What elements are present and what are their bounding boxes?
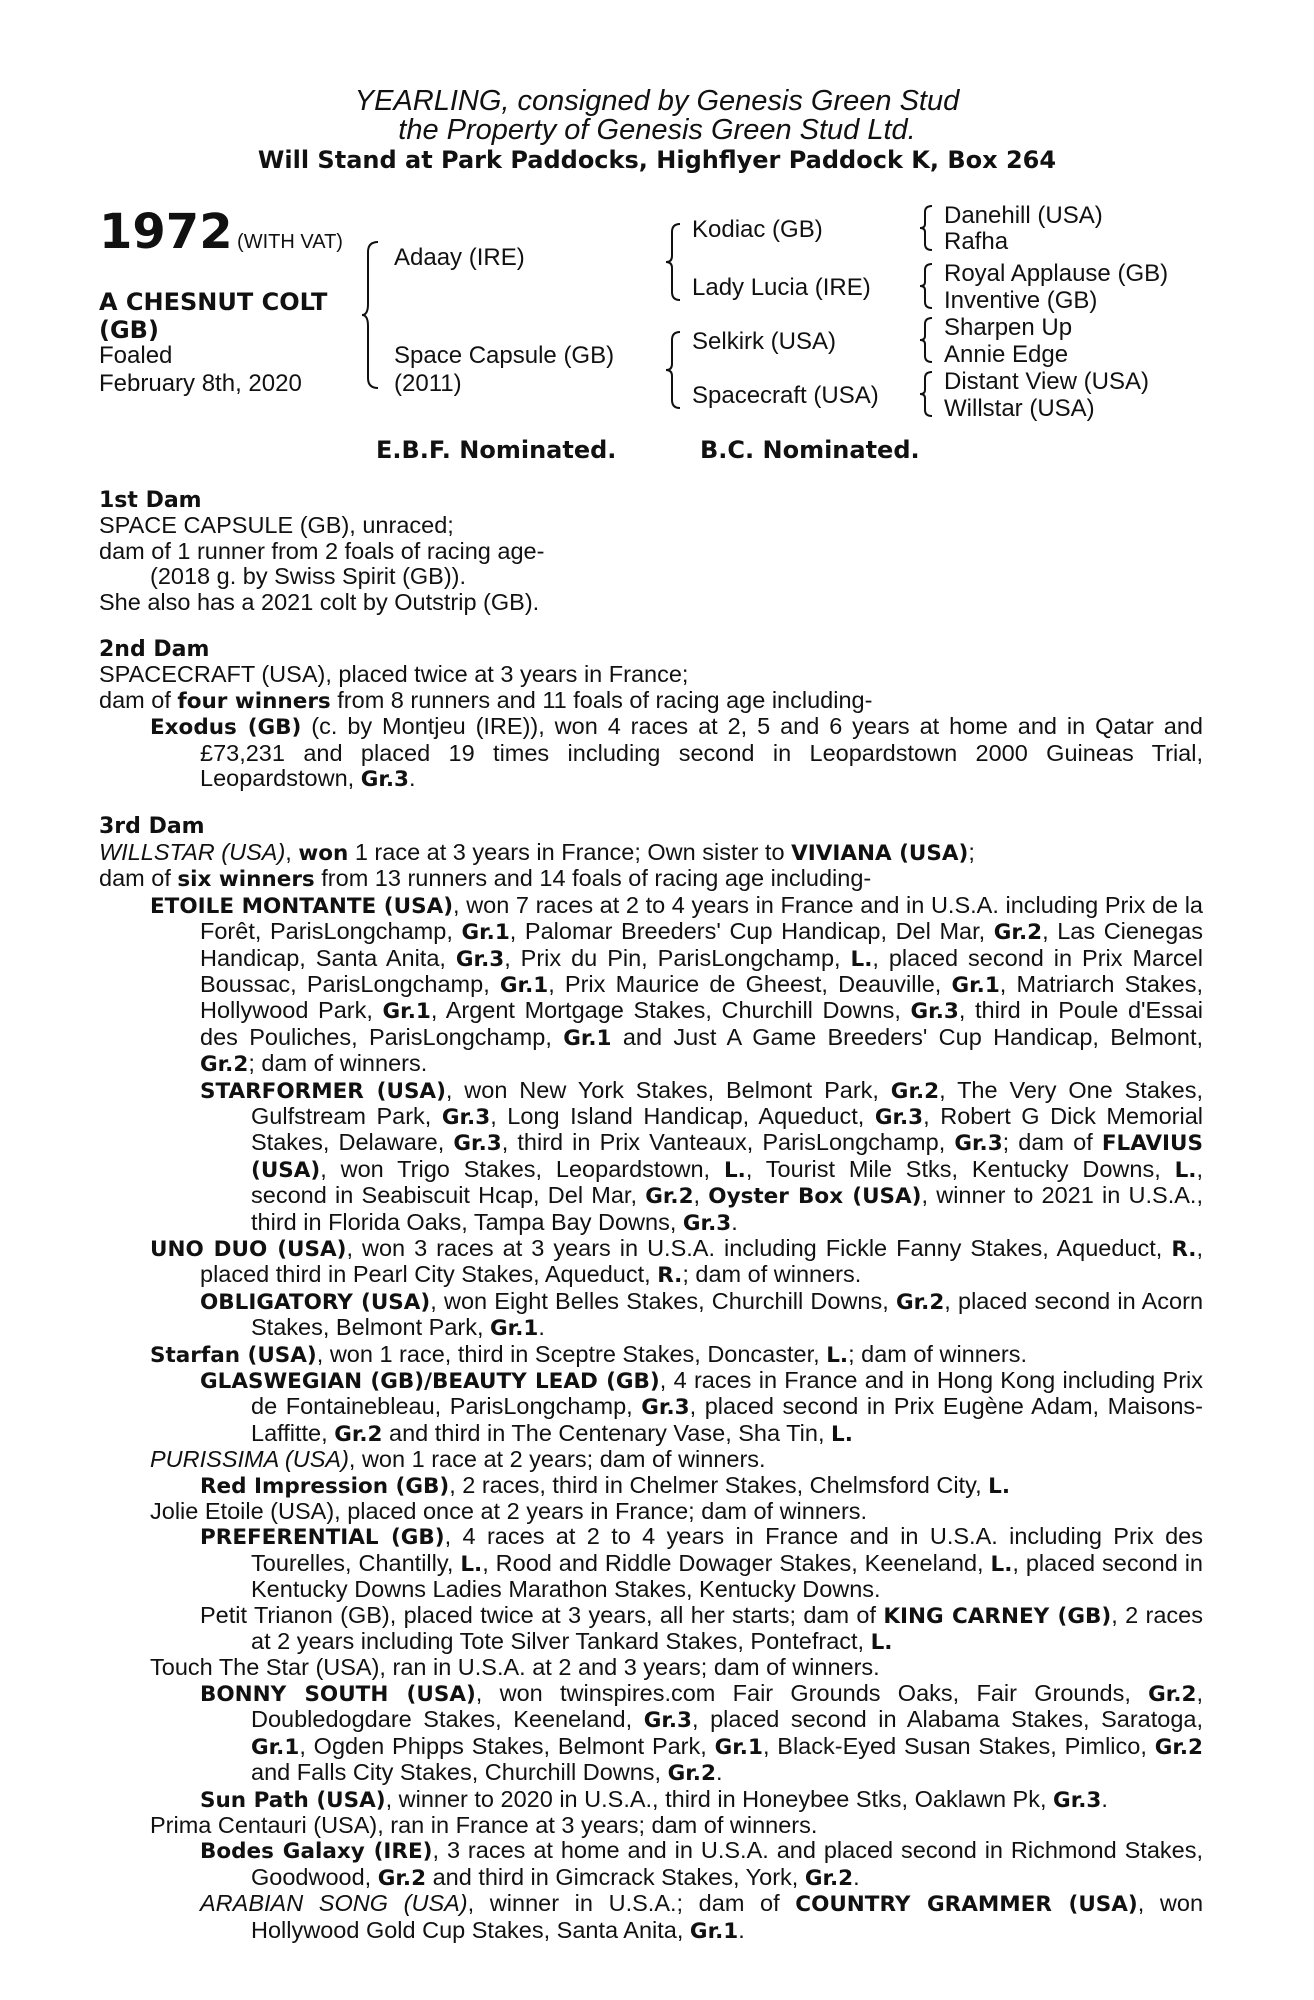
produce-petit-trianon: Petit Trianon (GB), placed twice at 3 years, all her starts; dam of KING CARNEY (GB), 2 races at 2 years including Tote Silver Tankard Stakes, Pontefract, L. bbox=[200, 1601, 1203, 1656]
produce-obligatory: OBLIGATORY (USA), won Eight Belles Stakes, Churchill Downs, Gr.2, placed second in Acorn Stakes, Belmont Park, Gr.1. bbox=[200, 1287, 1204, 1342]
third-dam-line: dam of six winners from 13 runners and 14 foals of racing age including- bbox=[99, 865, 872, 893]
first-dam-line: She also has a 2021 colt by Outstrip (GB). bbox=[99, 588, 540, 615]
produce-uno-duo: UNO DUO (USA), won 3 races at 3 years in U.S.A. including Fickle Fanny Stakes, Aqueduct, R., placed third in Pearl City Stakes, Aqueduct, R.; dam of winners. bbox=[150, 1234, 1203, 1289]
produce-preferential: PREFERENTIAL (GB), 4 races at 2 to 4 years in France and in U.S.A. including Prix des Tourelles, Chantilly, L., Rood and Riddle Dowager Stakes, Keeneland, L., placed second in Kentucky Downs Ladies Marathon Stakes, Kentucky Downs. bbox=[200, 1523, 1203, 1603]
lot-description: A CHESNUT COLT bbox=[99, 288, 328, 316]
pedigree-g7: Distant View (USA) bbox=[944, 368, 1149, 395]
first-dam-line: dam of 1 runner from 2 foals of racing age- bbox=[99, 537, 545, 564]
pedigree-dam-year: (2011) bbox=[394, 370, 462, 397]
pedigree-sire: Adaay (IRE) bbox=[394, 244, 525, 271]
foaled-date: February 8th, 2020 bbox=[99, 370, 302, 397]
lot-country: (GB) bbox=[99, 316, 159, 344]
first-dam-line: (2018 g. by Swiss Spirit (GB)). bbox=[150, 563, 467, 590]
pedigree-g2: Rafha bbox=[944, 228, 1009, 255]
pedigree-brace-sire bbox=[664, 222, 684, 302]
pedigree-g1: Danehill (USA) bbox=[944, 202, 1103, 229]
pedigree-sire-dam: Lady Lucia (IRE) bbox=[692, 274, 871, 301]
pedigree-brace-main bbox=[360, 240, 382, 390]
lot-number: 1972 bbox=[99, 204, 233, 260]
vat-note: (WITH VAT) bbox=[237, 231, 343, 253]
produce-jolie-etoile: Jolie Etoile (USA), placed once at 2 years in France; dam of winners. bbox=[150, 1498, 868, 1525]
property-line: the Property of Genesis Green Stud Ltd. bbox=[398, 114, 916, 146]
pedigree-brace-g4 bbox=[918, 370, 936, 418]
pedigree-dam: Space Capsule (GB) bbox=[394, 342, 615, 369]
second-dam-line: dam of four winners from 8 runners and 11 foals of racing age including- bbox=[99, 686, 873, 714]
produce-purissima: PURISSIMA (USA), won 1 race at 2 years; dam of winners. bbox=[150, 1446, 766, 1473]
third-dam-heading: 3rd Dam bbox=[99, 814, 205, 840]
consignor-line: YEARLING, consigned by Genesis Green Stud bbox=[354, 85, 960, 117]
produce-sun-path: Sun Path (USA), winner to 2020 in U.S.A., third in Honeybee Stks, Oaklawn Pk, Gr.3. bbox=[200, 1785, 1108, 1813]
produce-etoile-montante: ETOILE MONTANTE (USA), won 7 races at 2 to 4 years in France and in U.S.A. including Prix de la Forêt, ParisLongchamp, Gr.1, Palomar Breeders' Cup Handicap, Del Mar, Gr.2, Las Cienegas Handicap, Santa Anita, Gr.3, Prix du Pin, ParisLongchamp, L., placed second in Prix Marcel Boussac, ParisLongchamp, Gr.1, Prix Maurice de Gheest, Deauville, Gr.1, Matriarch Stakes, Hollywood Park, Gr.1, Argent Mortgage Stakes, Churchill Downs, Gr.3, third in Poule d'Essai des Pouliches, ParisLongchamp, Gr.1 and Just A Game Breeders' Cup Handicap, Belmont, Gr.2; dam of winners. bbox=[150, 891, 1203, 1078]
second-dam-produce: Exodus (GB) (c. by Montjeu (IRE)), won 4 races at 2, 5 and 6 years at home and in Qatar and £73,231 and placed 19 times including second in Leopardstown 2000 Guineas Trial, Leopardstown, Gr.3. bbox=[150, 713, 1204, 793]
pedigree-brace-g1 bbox=[918, 204, 936, 252]
first-dam-line: SPACE CAPSULE (GB), unraced; bbox=[99, 512, 454, 539]
produce-starfan: Starfan (USA), won 1 race, third in Sceptre Stakes, Doncaster, L.; dam of winners. bbox=[150, 1340, 1027, 1368]
location-line: Will Stand at Park Paddocks, Highflyer Paddock K, Box 264 bbox=[257, 146, 1057, 174]
produce-bonny-south: BONNY SOUTH (USA), won twinspires.com Fair Grounds Oaks, Fair Grounds, Gr.2, Doubledogdare Stakes, Keeneland, Gr.3, placed second in Alabama Stakes, Saratoga, Gr.1, Ogden Phipps Stakes, Belmont Park, Gr.1, Black-Eyed Susan Stakes, Pimlico, Gr.2 and Falls City Stakes, Churchill Downs, Gr.2. bbox=[200, 1679, 1204, 1787]
pedigree-dam-sire: Selkirk (USA) bbox=[692, 328, 837, 355]
dam-records bbox=[99, 488, 1203, 1944]
pedigree-g4: Inventive (GB) bbox=[944, 287, 1098, 314]
pedigree-g6: Annie Edge bbox=[944, 341, 1069, 368]
pedigree-sire-sire: Kodiac (GB) bbox=[692, 216, 823, 243]
foaled-label: Foaled bbox=[99, 342, 173, 369]
third-dam-line: WILLSTAR (USA), won 1 race at 3 years in France; Own sister to VIVIANA (USA); bbox=[99, 838, 975, 866]
pedigree-g5: Sharpen Up bbox=[944, 314, 1073, 341]
pedigree-dam-dam: Spacecraft (USA) bbox=[692, 382, 879, 409]
produce-bodes-galaxy: Bodes Galaxy (IRE), 3 races at home and in U.S.A. and placed second in Richmond Stakes, Goodwood, Gr.2 and third in Gimcrack Stakes, York, Gr.2. bbox=[200, 1837, 1203, 1891]
first-dam-heading: 1st Dam bbox=[99, 488, 202, 513]
produce-red-impression: Red Impression (GB), 2 races, third in Chelmer Stakes, Chelmsford City, L. bbox=[200, 1471, 1011, 1499]
produce-touch-the-star: Touch The Star (USA), ran in U.S.A. at 2 and 3 years; dam of winners. bbox=[150, 1654, 880, 1681]
pedigree-brace-g2 bbox=[918, 262, 936, 310]
ebf-nomination: E.B.F. Nominated. bbox=[376, 436, 617, 464]
produce-starformer: STARFORMER (USA), won New York Stakes, Belmont Park, Gr.2, The Very One Stakes, Gulfstream Park, Gr.3, Long Island Handicap, Aqueduct, Gr.3, Robert G Dick Memorial Stakes, Delaware, Gr.3, third in Prix Vanteaux, ParisLongchamp, Gr.3; dam of FLAVIUS (USA), won Trigo Stakes, Leopardstown, L., Tourist Mile Stks, Kentucky Downs, L., second in Seabiscuit Hcap, Del Mar, Gr.2, Oyster Box (USA), winner to 2021 in U.S.A., third in Florida Oaks, Tampa Bay Downs, Gr.3. bbox=[200, 1076, 1204, 1236]
bc-nomination: B.C. Nominated. bbox=[700, 436, 920, 464]
pedigree-brace-g3 bbox=[918, 316, 936, 364]
second-dam-heading: 2nd Dam bbox=[99, 637, 210, 663]
produce-glaswegian: GLASWEGIAN (GB)/BEAUTY LEAD (GB), 4 races in France and in Hong Kong including Prix de Fontainebleau, ParisLongchamp, Gr.3, placed second in Prix Eugène Adam, Maisons-Laffitte, Gr.2 and third in The Centenary Vase, Sha Tin, L. bbox=[200, 1367, 1204, 1447]
second-dam-line: SPACECRAFT (USA), placed twice at 3 years in France; bbox=[99, 661, 689, 688]
produce-arabian-song: ARABIAN SONG (USA), winner in U.S.A.; dam of COUNTRY GRAMMER (USA), won Hollywood Gold Cup Stakes, Santa Anita, Gr.1. bbox=[200, 1890, 1204, 1944]
pedigree-g3: Royal Applause (GB) bbox=[944, 260, 1169, 287]
produce-prima-centauri: Prima Centauri (USA), ran in France at 3 years; dam of winners. bbox=[150, 1811, 818, 1838]
pedigree-brace-dam bbox=[664, 330, 684, 410]
lot-heading bbox=[99, 204, 343, 260]
pedigree-g8: Willstar (USA) bbox=[944, 395, 1095, 422]
